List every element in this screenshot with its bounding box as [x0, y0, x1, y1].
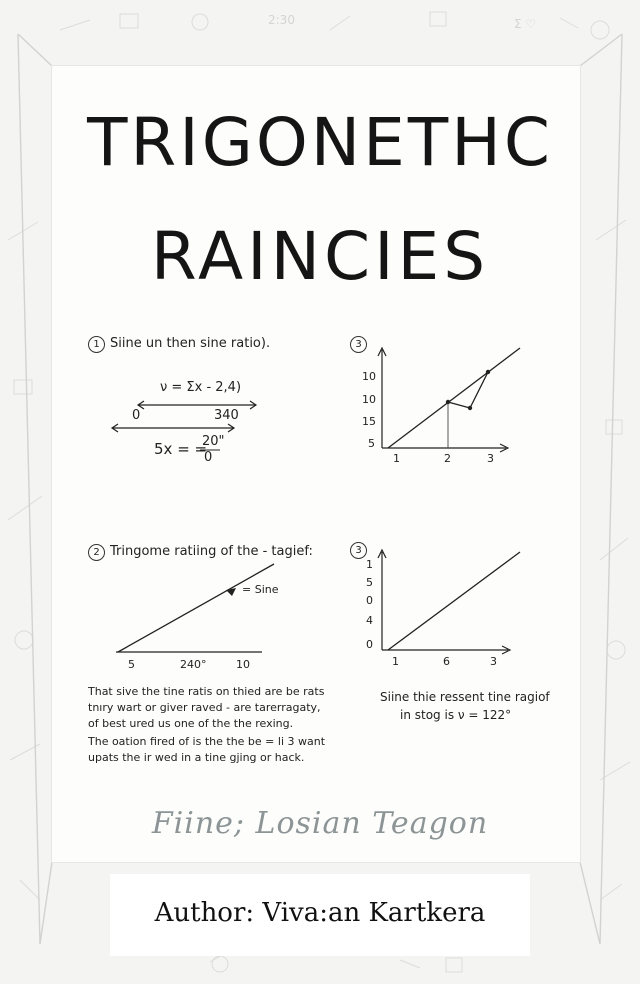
panel-4-x-tick: 1	[392, 655, 399, 668]
panel-4-x-tick: 6	[443, 655, 450, 668]
panel-3-x-tick: 10	[236, 658, 250, 671]
panel-1-fraction-bottom: 0	[204, 450, 213, 465]
panel-3-x-tick: 240°	[180, 658, 207, 671]
panel-1-fraction-top: 20"	[202, 434, 225, 449]
panel-4-y-tick: 1	[366, 558, 373, 571]
book-subtitle: Fiine; Losian Teagon	[151, 806, 489, 841]
doodle-text: Σ ♡	[514, 17, 537, 31]
panel-1-heading: Siine un then sine ratio).	[110, 336, 271, 351]
panel-1-arrow-left-label: 0	[132, 408, 141, 423]
panel-2-y-tick: 10	[362, 393, 376, 406]
panel-1-equation-1: ν = Σx - 2,4)	[160, 380, 242, 395]
panel-2-number: 3	[350, 336, 367, 353]
panel-1-arrow-right-label: 340	[214, 408, 239, 423]
title-line-1: TRIGONETHC	[87, 104, 553, 181]
panel-4-x-tick: 3	[490, 655, 497, 668]
doodle-text: 2:30	[268, 13, 295, 27]
panel-1-equation-2: 5x = =	[154, 440, 208, 458]
panel-4-y-tick: 0	[366, 638, 373, 651]
panel-3-paragraph-line: of best ured us one of the the rexing.	[88, 717, 294, 730]
panel-4-caption-line-2: in stog is ν = 122°	[400, 708, 512, 722]
panel-3-heading: Tringome ratiing of the - tagief:	[110, 544, 313, 559]
panel-4-y-tick: 0	[366, 594, 373, 607]
panel-2-y-tick: 10	[362, 370, 376, 383]
panel-3-paragraph-line: upats the ir wed in a tine gjing or hack.	[88, 751, 305, 764]
panel-2-x-tick: 1	[393, 452, 400, 465]
panel-4-caption-line-1: Siine thie ressent tine ragiof	[380, 690, 550, 704]
panel-2-x-tick: 2	[444, 452, 451, 465]
panel-2-x-tick: 3	[487, 452, 494, 465]
book-author: Author: Viva:an Kartkera	[154, 898, 486, 928]
panel-4-y-tick: 4	[366, 614, 373, 627]
panel-1-number: 1	[88, 336, 105, 353]
panel-3-paragraph-line: tnıry wart or giver raved - are tarerragaty,	[88, 701, 321, 714]
panel-3-x-tick: 5	[128, 658, 135, 671]
panel-4-number: 3	[350, 542, 367, 559]
panel-4-y-tick: 5	[366, 576, 373, 589]
title-line-2: RAINCIES	[150, 218, 490, 295]
panel-2-y-tick: 5	[368, 437, 375, 450]
panel-3-paragraph-line: The oation fired of is the the be = li 3 want	[88, 735, 326, 748]
panel-3-paragraph-line: That sive the tine ratis on thied are be rats	[88, 685, 325, 698]
panel-3-number: 2	[88, 544, 105, 561]
panel-3-line-label: = Sine	[242, 583, 279, 596]
panel-2-y-tick: 15	[362, 415, 376, 428]
